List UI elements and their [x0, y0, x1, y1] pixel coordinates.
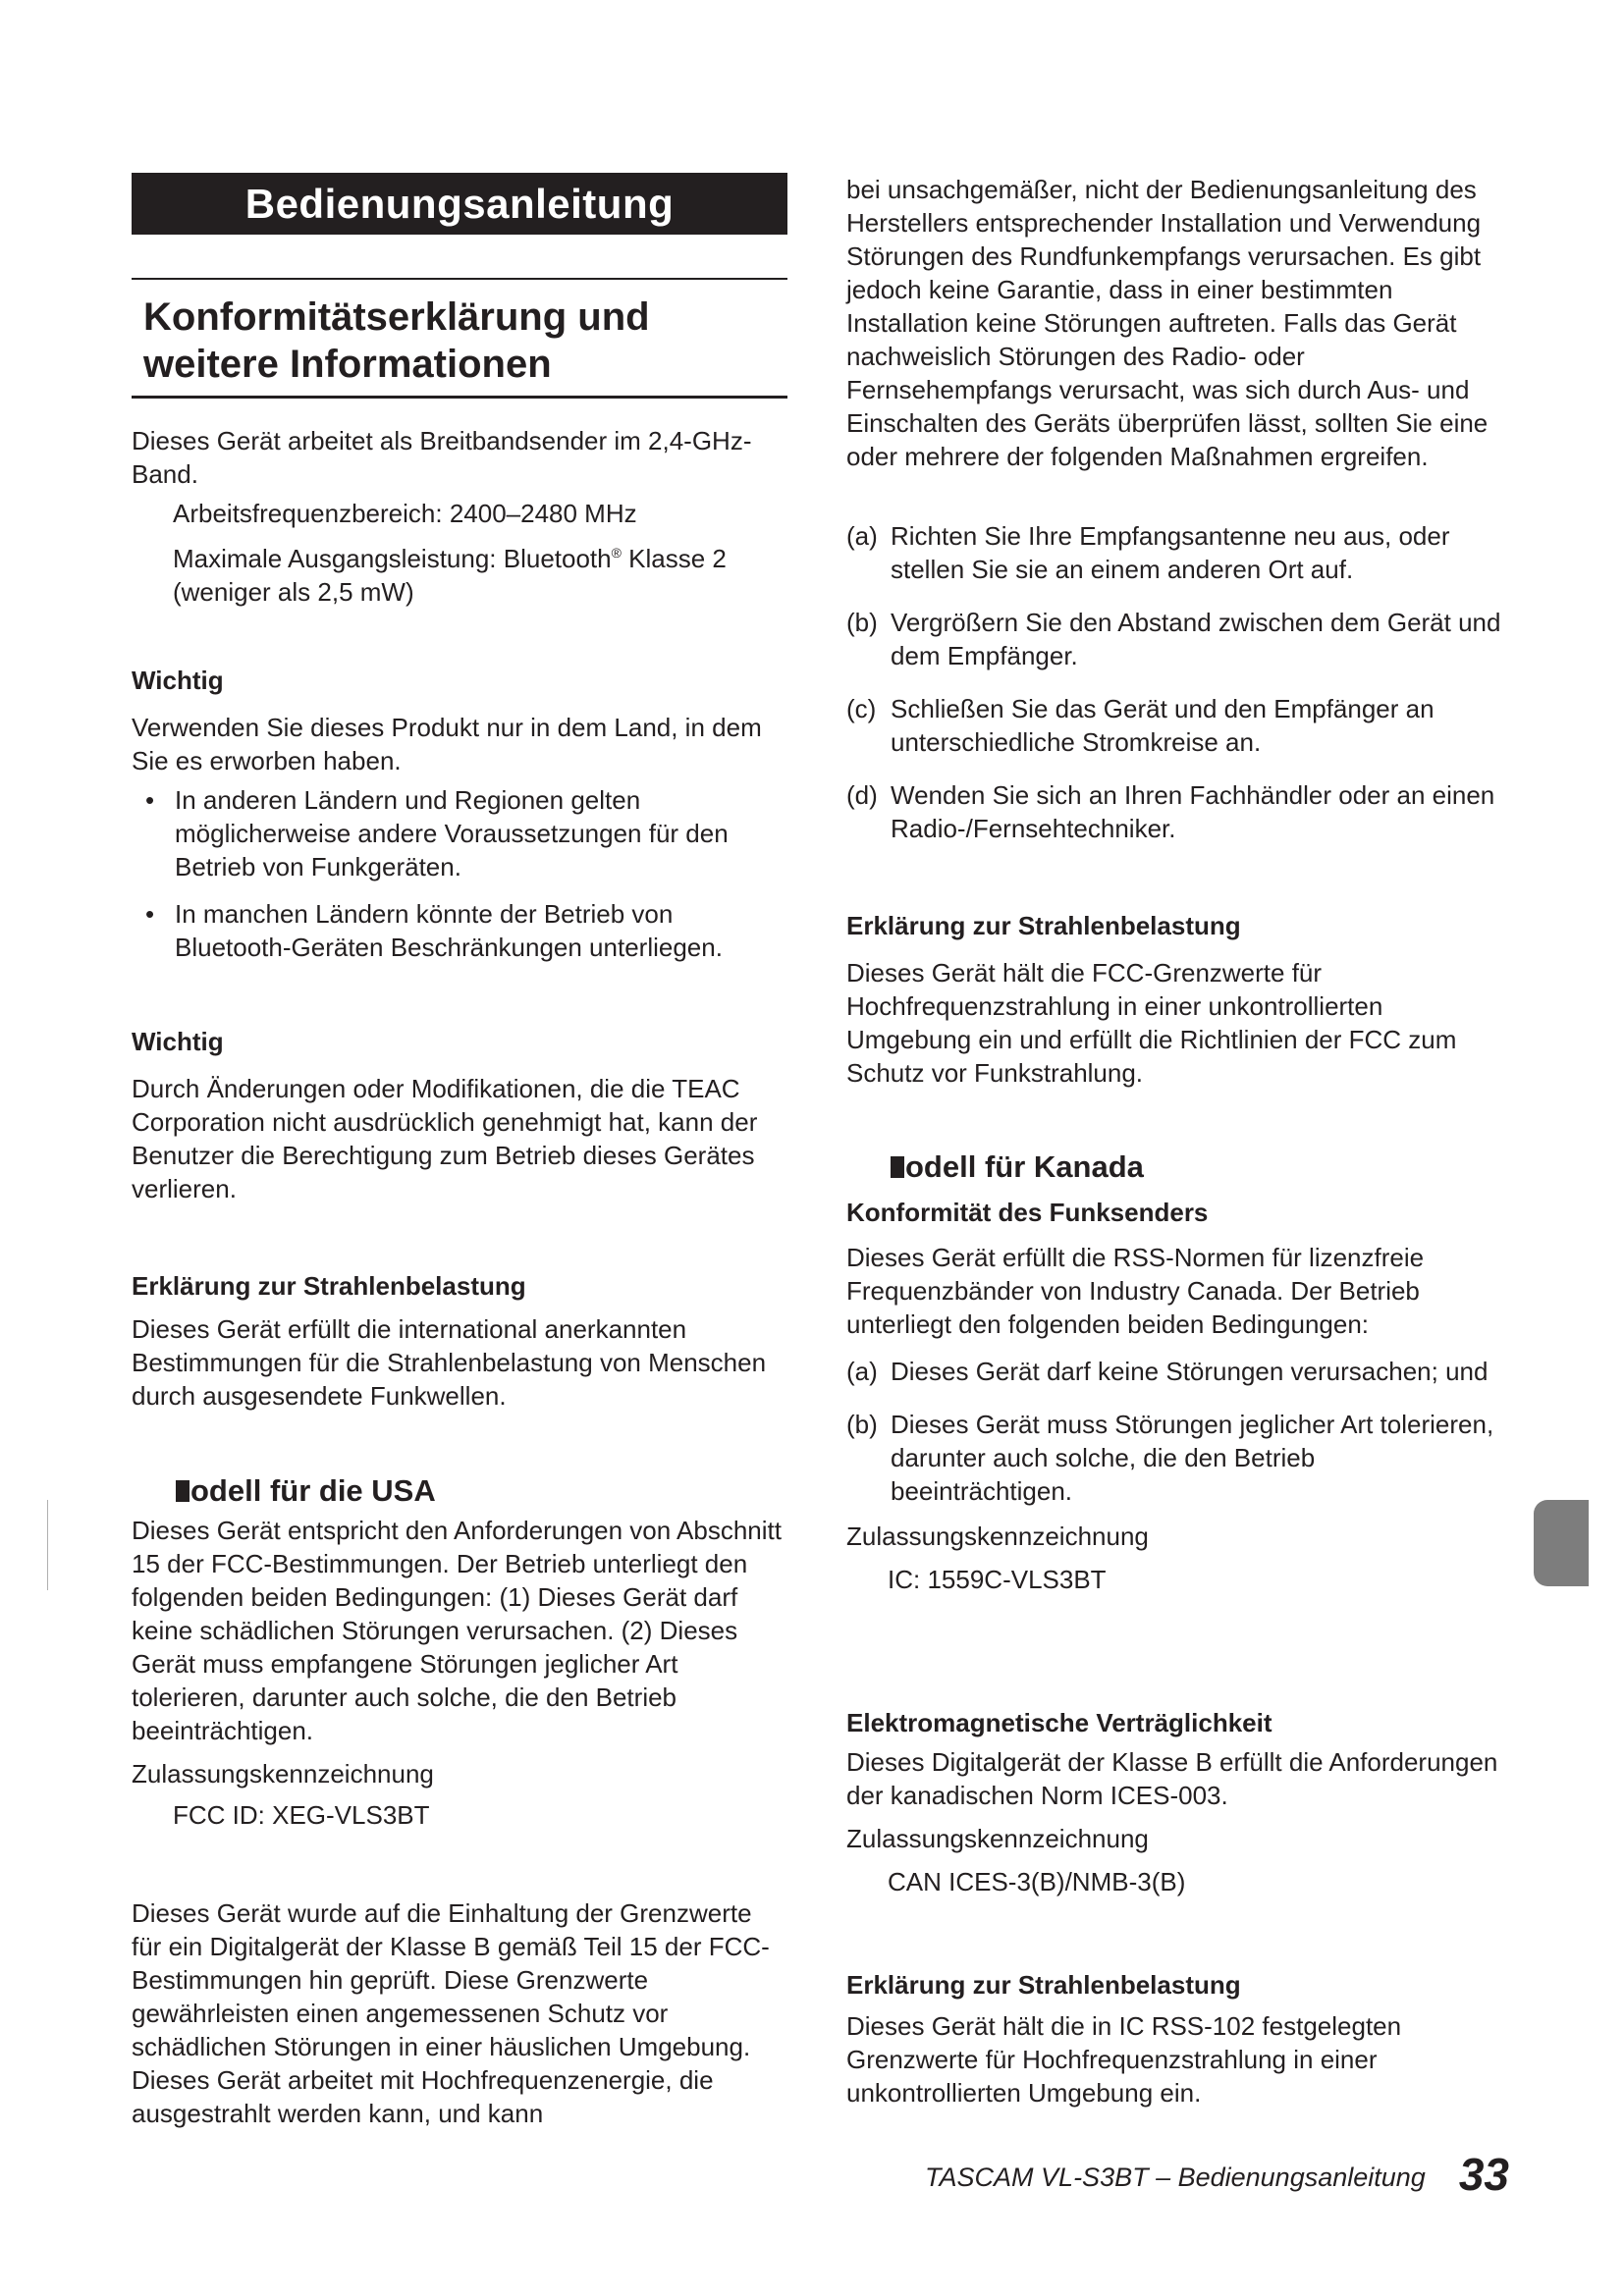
- bullet-item: • In manchen Ländern könnte der Betrieb von Bluetooth-Geräten Beschränkungen unterliegen.: [132, 897, 787, 964]
- section-title: [132, 278, 787, 399]
- wichtig-1-block: [132, 664, 787, 964]
- section-title-line1: Konformitätserklärung und: [143, 295, 650, 339]
- section-title-line2: weitere Informationen: [143, 343, 552, 386]
- wichtig-1-heading: Wichtig: [132, 666, 224, 695]
- wichtig-2-text: Durch Änderungen oder Modifikationen, die die TEAC Corporation nicht ausdrücklich genehmigt hat, kann der Benutzer die Berechtigung zum Betrieb dieses Gerätes verlieren.: [132, 1074, 758, 1203]
- strahlen-right-2-text: Dieses Gerät hält die in IC RSS-102 festgelegten Grenzwerte für Hochfrequenzstrahlung in einer unkontrollierten Umgebung ein.: [846, 2011, 1402, 2108]
- strahlen-right-2-block: [846, 1968, 1502, 2109]
- output-power-class: Klasse 2 (weniger als 2,5 mW): [173, 544, 727, 607]
- measure-item: (b) Vergrößern Sie den Abstand zwischen dem Gerät und dem Empfänger.: [846, 608, 1501, 670]
- strahlen-left-block: [132, 1269, 787, 1413]
- section-thumb-tab: [1534, 1500, 1589, 1586]
- kanada-heading: odell für Kanada: [846, 1148, 1502, 1186]
- kanada-block: [846, 1148, 1502, 1596]
- margin-mark: [47, 1500, 48, 1590]
- intro-block: [132, 424, 787, 609]
- square-marker-icon: [176, 1480, 189, 1502]
- measure-item: (d) Wenden Sie sich an Ihren Fachhändler oder an einen Radio-/Fernsehtechniker.: [846, 780, 1495, 843]
- ices-id: CAN ICES-3(B)/NMB-3(B): [888, 1867, 1186, 1896]
- ic-id: IC: 1559C-VLS3BT: [888, 1565, 1107, 1594]
- emv-text: Dieses Digitalgerät der Klasse B erfüllt die Anforderungen der kanadischen Norm ICES-003.: [846, 1747, 1498, 1810]
- measure-item: (c) Schließen Sie das Gerät und den Empfänger an unterschiedliche Stromkreise an.: [846, 694, 1435, 757]
- kanada-id-label: Zulassungskennzeichnung: [846, 1522, 1149, 1551]
- registered-mark: ®: [611, 545, 622, 561]
- fcc-id: FCC ID: XEG-VLS3BT: [173, 1800, 430, 1830]
- strahlen-right-2-heading: Erklärung zur Strahlenbelastung: [846, 1970, 1241, 2000]
- usa-heading: odell für die USA: [132, 1472, 787, 1510]
- wichtig-2-heading: Wichtig: [132, 1027, 224, 1056]
- measure-item: (a) Richten Sie Ihre Empfangsantenne neu aus, oder stellen Sie sie an einem anderen Ort auf.: [846, 521, 1450, 584]
- usa-block: [132, 1472, 787, 1832]
- class-b-text: Dieses Gerät wurde auf die Einhaltung der Grenzwerte für ein Digitalgerät der Klasse B gemäß Teil 15 der FCC-Bestimmungen hin geprüft. Diese Grenzwerte gewährleisten einen angemessenen Schutz vor schädlichen Störungen in einer häuslichen Umgebung. Dieses Gerät arbeitet mit Hochfrequenzenergie, die ausgestrahlt werden kann, und kann: [132, 1898, 770, 2128]
- frequency-range: Arbeitsfrequenzbereich: 2400–2480 MHz: [173, 499, 637, 528]
- strahlen-right-1-block: [846, 909, 1502, 1090]
- intro-text: Dieses Gerät arbeitet als Breitbandsender im 2,4-GHz-Band.: [132, 426, 752, 489]
- emv-heading: Elektromagnetische Verträglichkeit: [846, 1708, 1272, 1737]
- usa-id-label: Zulassungskennzeichnung: [132, 1759, 434, 1789]
- output-power: [132, 536, 787, 609]
- emv-id-label: Zulassungskennzeichnung: [846, 1824, 1149, 1853]
- page-number: 33: [1458, 2149, 1509, 2200]
- kanada-subheading: Konformität des Funksenders: [846, 1198, 1209, 1227]
- strahlen-right-1-heading: Erklärung zur Strahlenbelastung: [846, 911, 1241, 940]
- wichtig-1-text: Verwenden Sie dieses Produkt nur in dem Land, in dem Sie es erworben haben.: [132, 713, 762, 775]
- condition-item: (a) Dieses Gerät darf keine Störungen verursachen; und: [846, 1357, 1489, 1386]
- wichtig-2-block: [132, 1025, 787, 1205]
- condition-item: (b) Dieses Gerät muss Störungen jeglicher Art tolerieren, darunter auch solche, die den Betrieb beeinträchtigen.: [846, 1410, 1494, 1506]
- class-b-block: [132, 1896, 787, 2130]
- header-title: Bedienungsanleitung: [244, 181, 675, 227]
- bullet-item: • In anderen Ländern und Regionen gelten möglicherweise andere Voraussetzungen für den Betrieb von Funkgeräten.: [132, 783, 787, 883]
- footer-text: TASCAM VL-S3BT – Bedienungsanleitung: [925, 2163, 1426, 2192]
- output-power-label: Maximale Ausgangsleistung: Bluetooth: [173, 544, 612, 573]
- strahlen-left-heading: Erklärung zur Strahlenbelastung: [132, 1271, 526, 1301]
- measures-list: [846, 519, 1502, 845]
- page-footer: [925, 2149, 1509, 2200]
- emv-block: [846, 1706, 1502, 1898]
- strahlen-left-text: Dieses Gerät erfüllt die international anerkannten Bestimmungen für die Strahlenbelastung von Menschen durch ausgesendete Funkwellen.: [132, 1314, 767, 1411]
- interference-continued: [846, 173, 1502, 473]
- continued-text: bei unsachgemäßer, nicht der Bedienungsanleitung des Herstellers entsprechender Installation und Verwendung Störungen des Rundfunkempfangs verursachen. Es gibt jedoch keine Garantie, dass in einer bestimmten Installation keine Störungen auftreten. Falls das Gerät nachweislich Störungen des Radio- oder Fernsehempfangs verursacht, was sich durch Aus- und Einschalten des Geräts überprüfen lässt, sollten Sie eine oder mehrere der folgenden Maßnahmen ergreifen.: [846, 175, 1489, 471]
- kanada-text: Dieses Gerät erfüllt die RSS-Normen für lizenzfreie Frequenzbänder von Industry Canada. Der Betrieb unterliegt den folgenden beiden Bedingungen:: [846, 1243, 1425, 1339]
- strahlen-right-1-text: Dieses Gerät hält die FCC-Grenzwerte für Hochfrequenzstrahlung in einer unkontrollierten Umgebung ein und erfüllt die Richtlinien der FCC zum Schutz vor Funkstrahlung.: [846, 958, 1457, 1088]
- page-header-bar: [132, 173, 787, 235]
- square-marker-icon: [891, 1156, 904, 1178]
- usa-text: Dieses Gerät entspricht den Anforderungen von Abschnitt 15 der FCC-Bestimmungen. Der Betrieb unterliegt den folgenden beiden Bedingungen: (1) Dieses Gerät darf keine schädlichen Störungen verursachen. (2) Dieses Gerät muss empfangene Störungen jeglicher Art tolerieren, darunter auch solche, die den Betrieb beeinträchtigen.: [132, 1516, 782, 1745]
